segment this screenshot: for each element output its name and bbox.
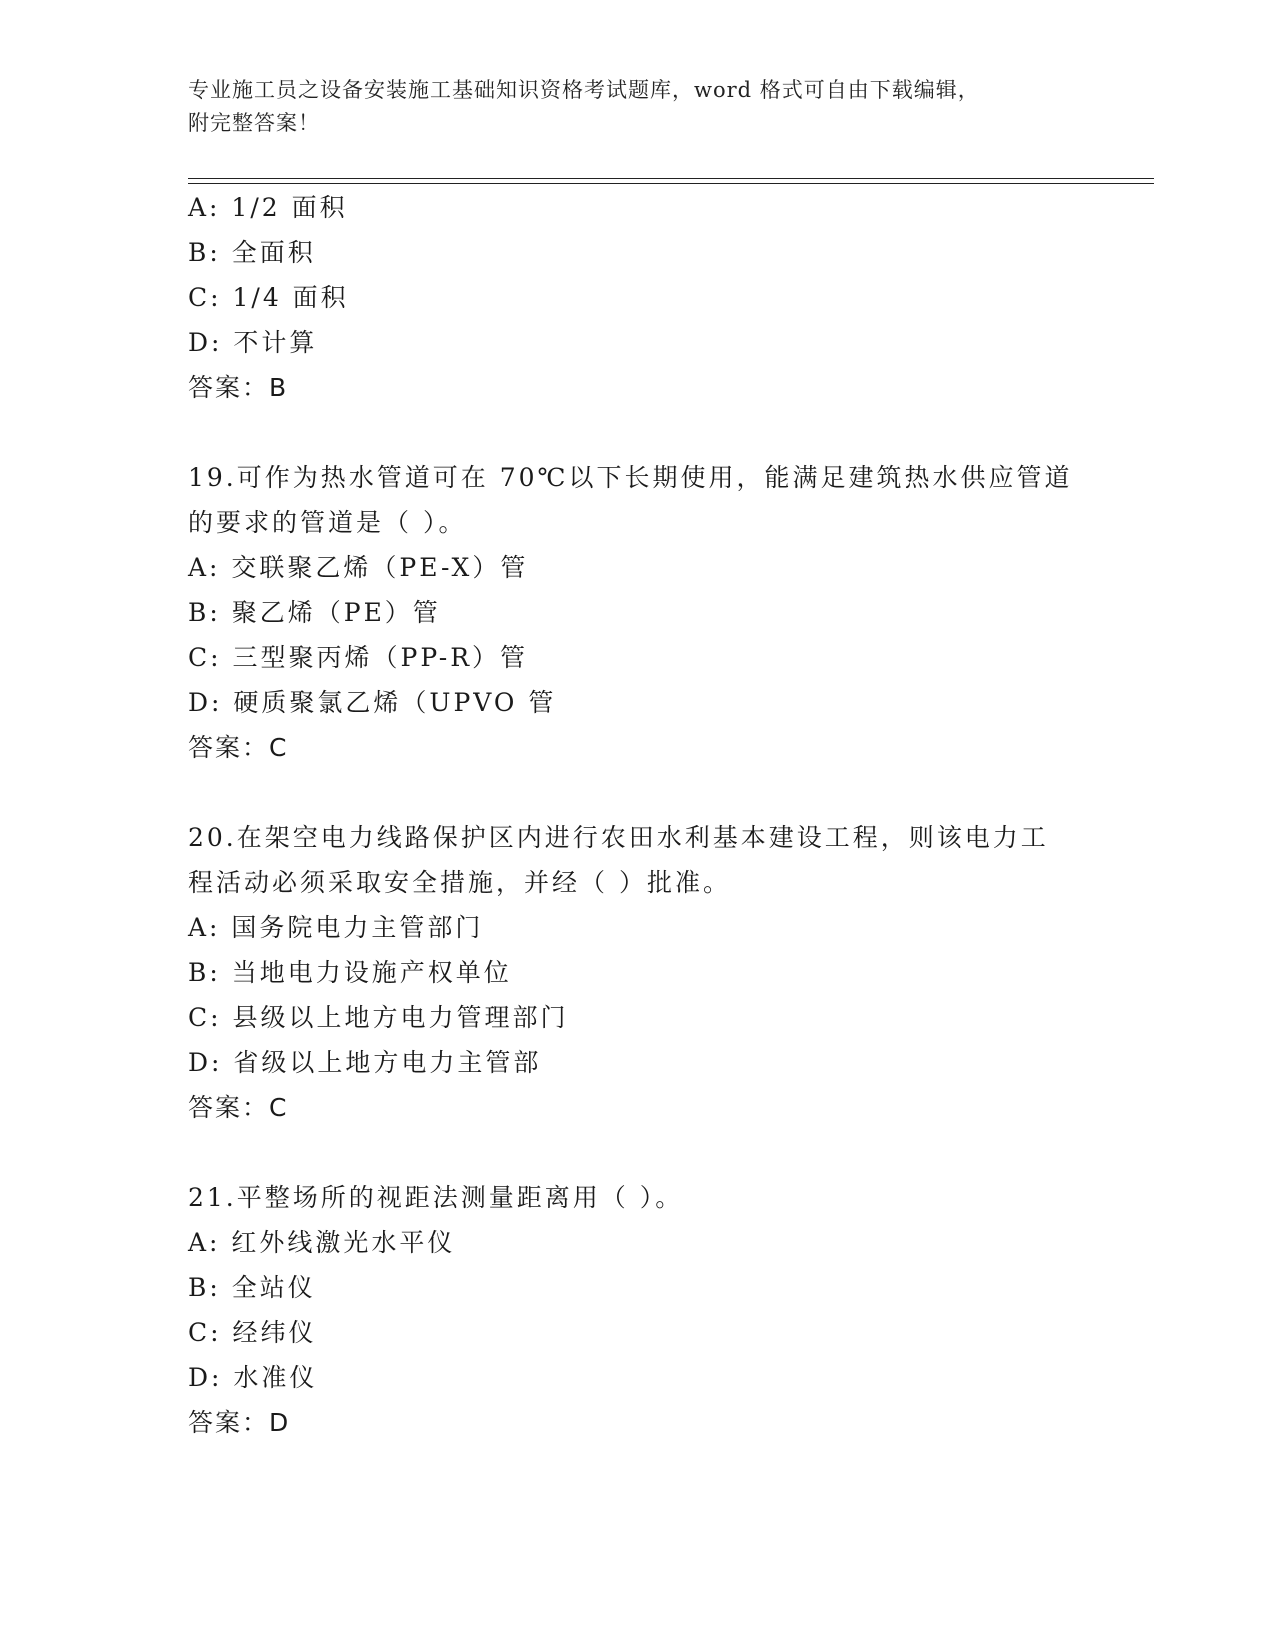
q20-stem-line-1: 20.在架空电力线路保护区内进行农田水利基本建设工程，则该电力工 xyxy=(188,823,1049,852)
header-line-1: 专业施工员之设备安装施工基础知识资格考试题库，word 格式可自由下载编辑， xyxy=(188,78,980,102)
q20-option-c: C: 县级以上地方电力管理部门 xyxy=(188,1003,569,1032)
q18-option-d: D: 不计算 xyxy=(188,328,318,357)
q21-answer: 答案：D xyxy=(188,1408,291,1437)
q18-option-b: B: 全面积 xyxy=(188,238,316,267)
q19-option-a: A: 交联聚乙烯（PE-X）管 xyxy=(188,553,529,582)
q18-option-c: C: 1/4 面积 xyxy=(188,283,349,312)
header-line-2: 附完整答案！ xyxy=(188,111,320,135)
q21-stem-line-1: 21.平整场所的视距法测量距离用（ ）。 xyxy=(188,1183,684,1212)
q20-option-b: B: 当地电力设施产权单位 xyxy=(188,958,512,987)
q21-option-c: C: 经纬仪 xyxy=(188,1318,317,1347)
q20-stem-line-2: 程活动必须采取安全措施，并经（ ）批准。 xyxy=(188,868,731,897)
q19-option-c: C: 三型聚丙烯（PP-R）管 xyxy=(188,643,529,672)
q19-answer: 答案：C xyxy=(188,733,289,762)
q19-option-d: D: 硬质聚氯乙烯（UPVO 管 xyxy=(188,688,557,717)
q21-option-b: B: 全站仪 xyxy=(188,1273,316,1302)
q21-option-a: A: 红外线激光水平仪 xyxy=(188,1228,456,1257)
q20-option-a: A: 国务院电力主管部门 xyxy=(188,913,484,942)
document-header xyxy=(188,74,1088,140)
header-divider-top xyxy=(188,178,1154,179)
header-divider-bottom xyxy=(188,183,1154,184)
q20-answer: 答案：C xyxy=(188,1093,289,1122)
q20-option-d: D: 省级以上地方电力主管部 xyxy=(188,1048,542,1077)
q18-answer: 答案：B xyxy=(188,373,289,402)
q19-stem-line-2: 的要求的管道是（ ）。 xyxy=(188,508,467,537)
q19-option-b: B: 聚乙烯（PE）管 xyxy=(188,598,441,627)
q18-option-a: A: 1/2 面积 xyxy=(188,193,348,222)
q19-stem-line-1: 19.可作为热水管道可在 70℃以下长期使用，能满足建筑热水供应管道 xyxy=(188,463,1073,492)
q21-option-d: D: 水准仪 xyxy=(188,1363,318,1392)
